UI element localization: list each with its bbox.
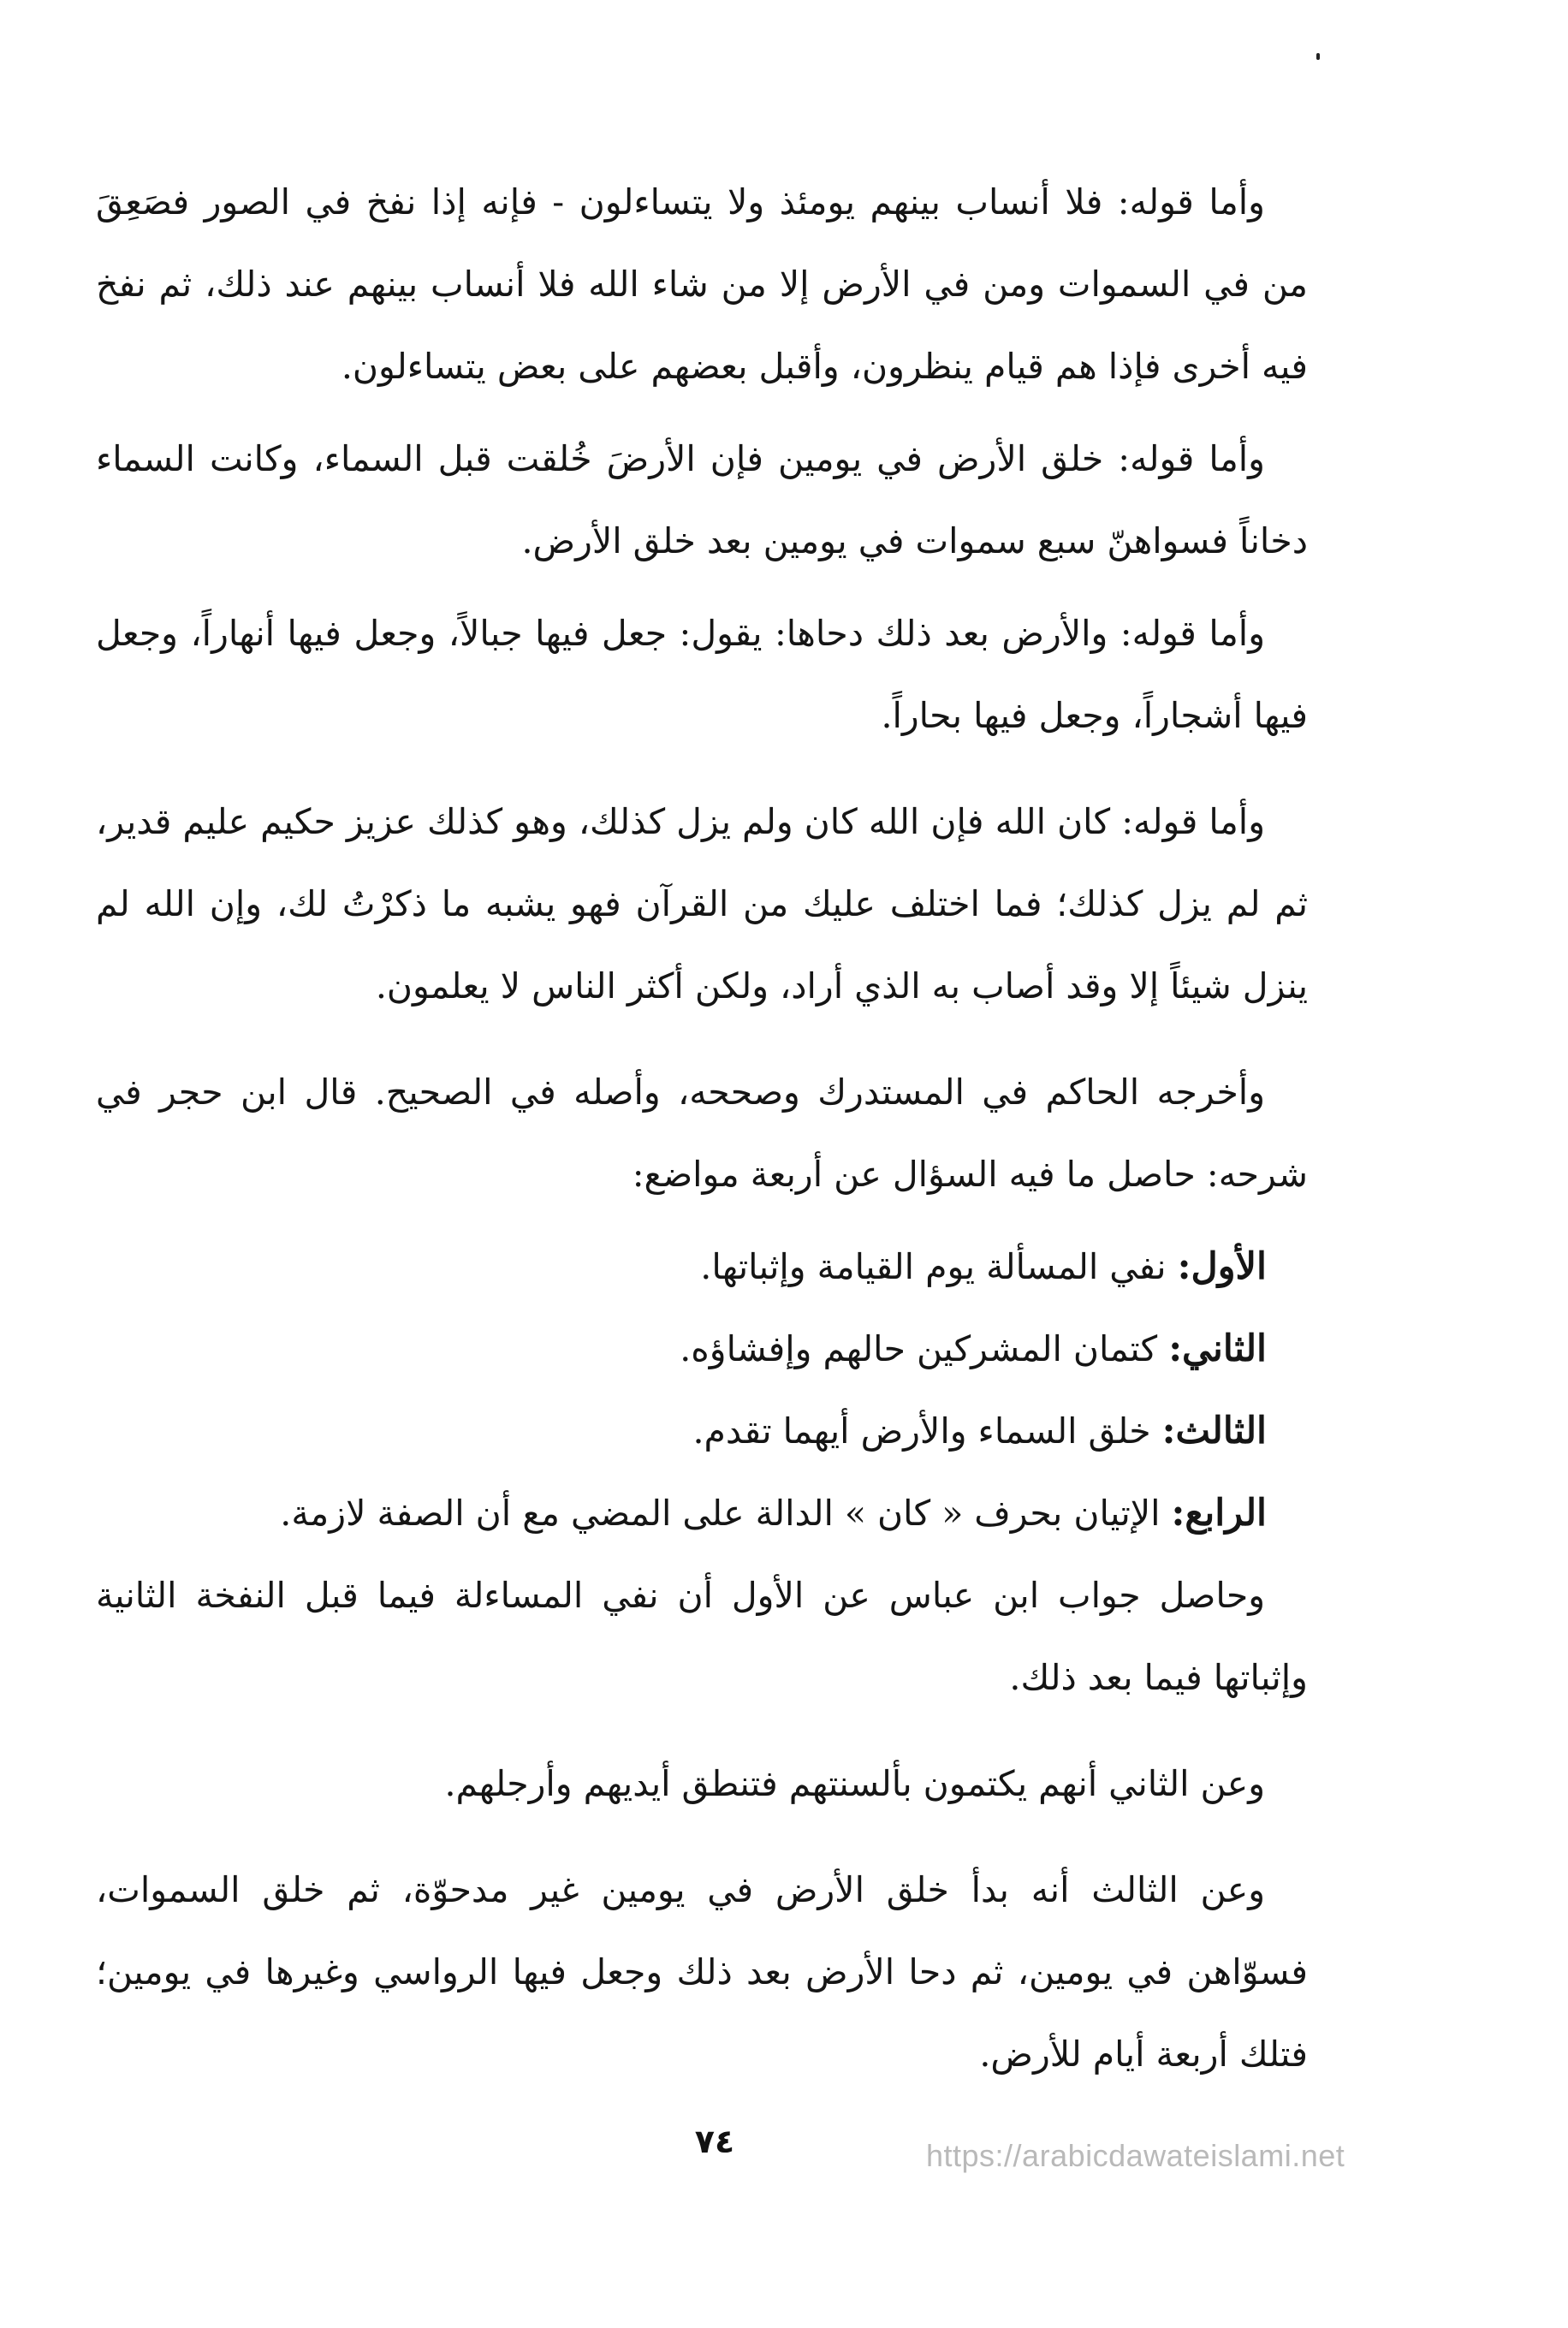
scan-speck [1316, 53, 1320, 60]
closing-paragraph-2: وعن الثاني أنهم يكتمون بألسنتهم فتنطق أيديهم وأرجلهم. [444, 1763, 1265, 1804]
list-item-text: الإتيان بحرف « كان » الدالة على المضي مع أن الصفة لازمة. [280, 1493, 1161, 1534]
list-item-second [96, 1308, 1308, 1390]
watermark-url: https://arabicdawateislami.net [926, 2138, 1345, 2173]
paragraph-2: وأما قوله: خلق الأرض في يومين فإن الأرضَ خُلقت قبل السماء، وكانت السماء دخاناً فسواهنّ سبع سموات في يومين بعد خلق الأرض. [96, 438, 1308, 561]
list-item-text: كتمان المشركين حالهم وإفشاؤه. [680, 1328, 1158, 1369]
paragraph-4: وأما قوله: كان الله فإن الله كان ولم يزل كذلك، وهو كذلك عزيز حكيم عليم قدير، ثم لم يزل كذلك؛ فما اختلف عليك من القرآن فهو يشبه ما ذكرْتُ لك، وإن الله لم ينزل شيئاً إلا وقد أصاب به الذي أراد، ولكن أكثر الناس لا يعلمون. [96, 801, 1308, 1007]
closing-paragraph-3: وعن الثالث أنه بدأ خلق الأرض في يومين غير مدحوّة، ثم خلق السموات، فسوّاهن في يومين، ثم دحا الأرض بعد ذلك وجعل فيها الرواسي وغيرها في يومين؛ فتلك أربعة أيام للأرض. [96, 1869, 1308, 2075]
list-item-text: نفي المسألة يوم القيامة وإثباتها. [700, 1246, 1167, 1287]
page-number: ٧٤ [694, 2123, 735, 2160]
body-text [96, 161, 1308, 2105]
list-item-label: الأول: [1177, 1245, 1267, 1288]
closing-paragraph-1: وحاصل جواب ابن عباس عن الأول أن نفي المساءلة فيما قبل النفخة الثانية وإثباتها فيما بعد ذلك. [96, 1575, 1308, 1698]
list-item-text: خلق السماء والأرض أيهما تقدم. [692, 1410, 1151, 1452]
list-item-label: الرابع: [1171, 1492, 1267, 1535]
list-item-label: الثاني: [1168, 1327, 1267, 1370]
list-item-fourth [96, 1472, 1308, 1554]
paragraph-1: وأما قوله: فلا أنساب بينهم يومئذ ولا يتساءلون - فإنه إذا نفخ في الصور فصَعِقَ من في السموات ومن في الأرض إلا من شاء الله فلا أنساب بينهم عند ذلك، ثم نفخ فيه أخرى فإذا هم قيام ينظرون، وأقبل بعضهم على بعض يتساءلون. [96, 181, 1308, 387]
list-item-first [96, 1226, 1308, 1308]
list-item-label: الثالث: [1161, 1410, 1267, 1452]
list-item-third [96, 1390, 1308, 1472]
paragraph-5: وأخرجه الحاكم في المستدرك وصححه، وأصله في الصحيح. قال ابن حجر في شرحه: حاصل ما فيه السؤال عن أربعة مواضع: [96, 1072, 1308, 1195]
paragraph-3: وأما قوله: والأرض بعد ذلك دحاها: يقول: جعل فيها جبالاً، وجعل فيها أنهاراً، وجعل فيها أشجاراً، وجعل فيها بحاراً. [96, 613, 1308, 736]
